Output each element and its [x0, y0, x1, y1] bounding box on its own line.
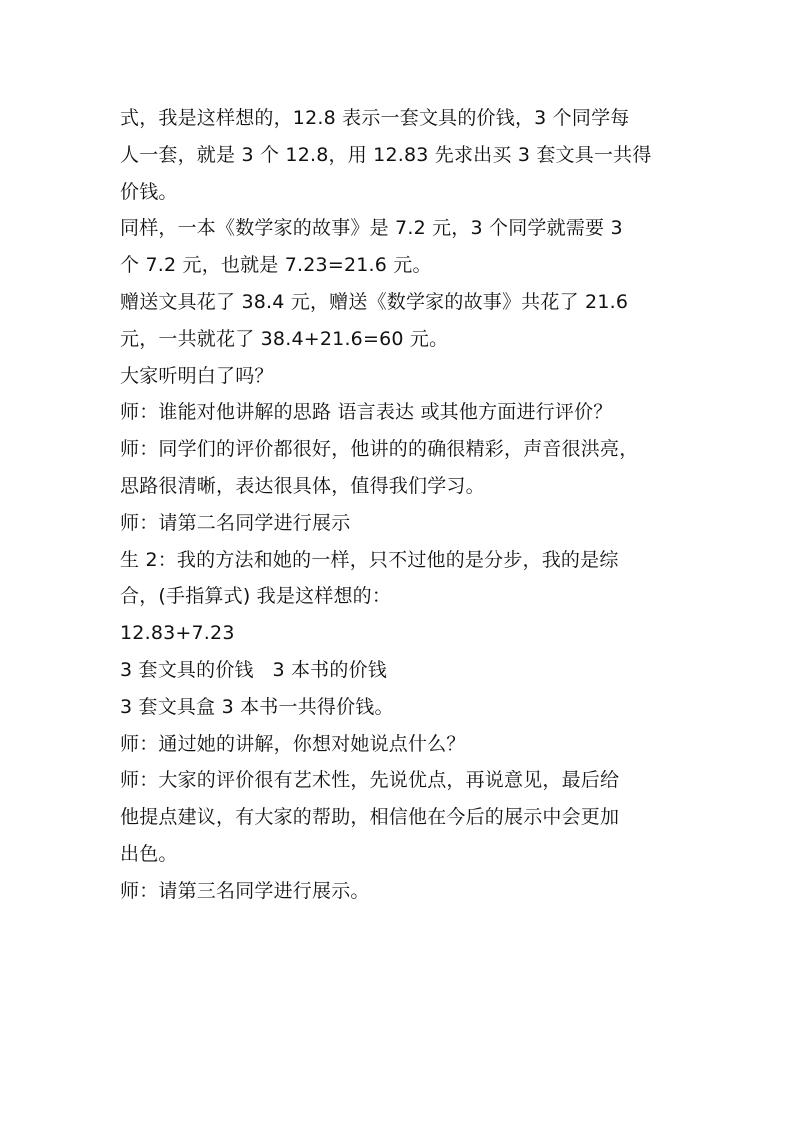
text-line: 价钱。 [120, 180, 178, 203]
text-line: 他提点建议，有大家的帮助，相信他在今后的展示中会更加 [120, 806, 620, 829]
text-line: 12.83+7.23 [120, 622, 235, 645]
paragraph [120, 394, 680, 431]
paragraph [120, 726, 680, 763]
text-line: 生 2：我的方法和她的一样，只不过他的是分步，我的是综 [120, 548, 619, 571]
paragraph [120, 762, 680, 872]
document-body [120, 100, 680, 910]
paragraph [120, 689, 680, 726]
paragraph [120, 431, 680, 505]
text-line: 同样，一本《数学家的故事》是 7.2 元，3 个同学就需要 3 [120, 217, 623, 240]
text-line: 3 套文具的价钱 3 本书的价钱 [120, 658, 387, 681]
text-line: 出色。 [120, 842, 178, 865]
text-line: 式，我是这样想的，12.8 表示一套文具的价钱，3 个同学每 [120, 107, 630, 129]
text-line: 师：大家的评价很有艺术性，先说优点，再说意见，最后给 [120, 769, 620, 792]
paragraph [120, 100, 680, 210]
paragraph [120, 542, 680, 616]
text-line: 元，一共就花了 38.4+21.6=60 元。 [120, 327, 449, 350]
text-line: 师：请第三名同学进行展示。 [120, 879, 370, 902]
text-line: 3 套文具盒 3 本书一共得价钱。 [120, 695, 394, 718]
text-line: 师：请第二名同学进行展示 [120, 511, 351, 534]
paragraph [120, 505, 680, 542]
text-line: 赠送文具花了 38.4 元，赠送《数学家的故事》共花了 21.6 [120, 290, 629, 313]
paragraph [120, 652, 680, 689]
paragraph [120, 615, 680, 652]
paragraph [120, 873, 680, 910]
text-line: 师：谁能对他讲解的思路 语言表达 或其他方面进行评价？ [120, 401, 613, 424]
text-line: 人一套，就是 3 个 12.8，用 12.83 先求出买 3 套文具一共得 [120, 143, 652, 166]
paragraph [120, 284, 680, 358]
paragraph [120, 358, 680, 395]
text-line: 师：同学们的评价都很好，他讲的的确很精彩，声音很洪亮， [120, 438, 639, 461]
text-line: 合，(手指算式) 我是这样想的： [120, 585, 392, 608]
text-line: 师：通过她的讲解，你想对她说点什么？ [120, 732, 466, 755]
paragraph [120, 210, 680, 284]
text-line: 个 7.2 元，也就是 7.23=21.6 元。 [120, 254, 432, 277]
text-line: 思路很清晰，表达很具体，值得我们学习。 [120, 474, 485, 497]
text-line: 大家听明白了吗？ [120, 364, 274, 387]
